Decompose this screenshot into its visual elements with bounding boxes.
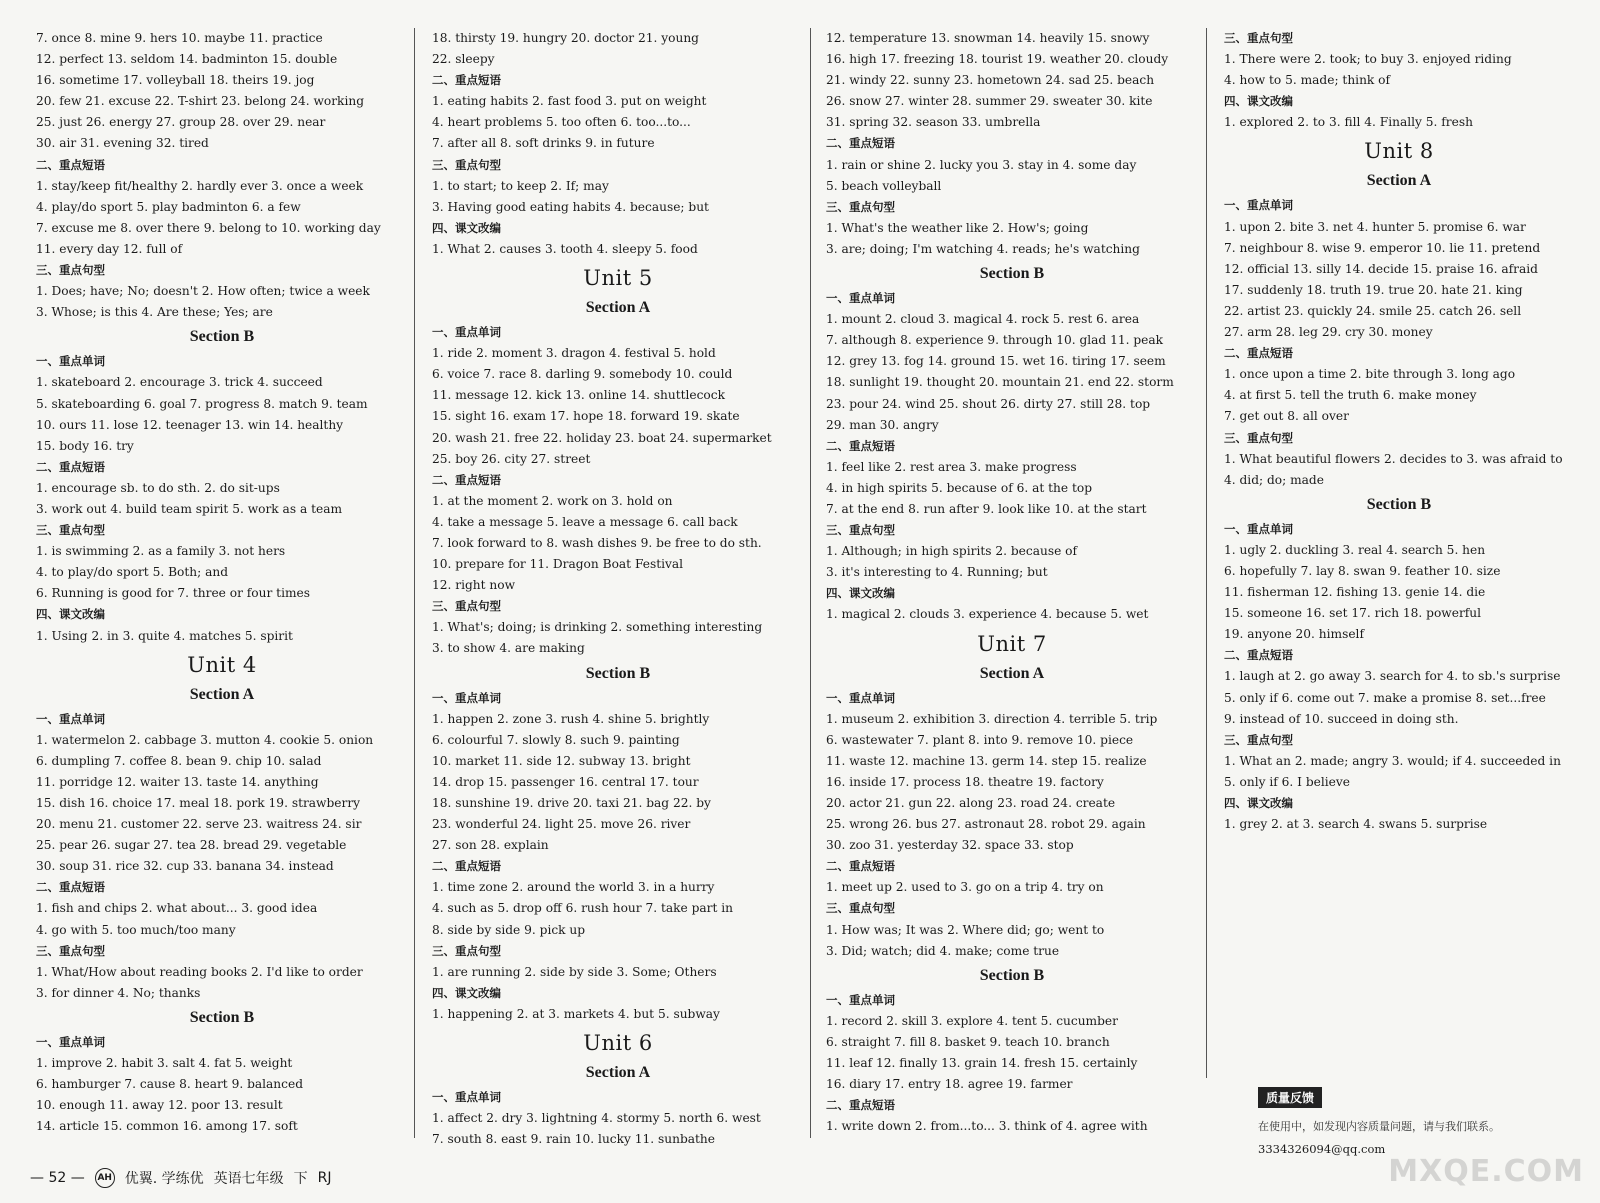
answer-line: 12. official 13. silly 14. decide 15. praise 16. afraid <box>1224 261 1538 276</box>
answer-line: 20. actor 21. gun 22. along 23. road 24. create <box>826 796 1116 810</box>
section-title: Section B <box>585 664 651 682</box>
answer-line: 1. ugly 2. duckling 3. real 4. search 5. hen <box>1224 542 1486 557</box>
answer-line: 25. just 26. energy 27. group 28. over 29. near <box>36 115 326 130</box>
watermark: MXQE.COM <box>1388 1154 1584 1189</box>
answer-column-3 <box>826 28 1198 1137</box>
page-footer <box>30 1168 331 1188</box>
answer-line: 4. did; do; made <box>1224 472 1324 487</box>
unit-title: Unit 5 <box>583 266 653 291</box>
unit-title: Unit 8 <box>1364 139 1434 164</box>
subsection-heading: 二、重点短语 <box>826 859 895 874</box>
answer-line: 11. porridge 12. waiter 13. taste 14. anything <box>36 774 319 789</box>
answer-line: 4. play/do sport 5. play badminton 6. a few <box>36 199 301 214</box>
section-title: Section A <box>1366 172 1432 190</box>
subsection-heading: 三、重点句型 <box>826 523 895 538</box>
answer-line: 11. every day 12. full of <box>36 241 183 256</box>
answer-line: 26. snow 27. winter 28. summer 29. sweater 30. kite <box>826 94 1153 109</box>
answer-line: 22. artist 23. quickly 24. smile 25. catch 26. sell <box>1224 303 1522 318</box>
answer-line: 1. happen 2. zone 3. rush 4. shine 5. brightly <box>432 711 710 726</box>
answer-line: 1. What's; doing; is drinking 2. something interesting <box>432 620 763 635</box>
answer-line: 3. for dinner 4. No; thanks <box>36 985 201 1000</box>
answer-line: 4. go with 5. too much/too many <box>36 922 236 937</box>
subsection-heading: 三、重点句型 <box>36 523 105 538</box>
answer-line: 18. thirsty 19. hungry 20. doctor 21. young <box>432 31 699 45</box>
answer-line: 4. heart problems 5. too often 6. too...to... <box>432 115 691 130</box>
answer-line: 1. feel like 2. rest area 3. make progress <box>826 459 1077 474</box>
unit-title: Unit 6 <box>583 1031 653 1056</box>
answer-line: 1. upon 2. bite 3. net 4. hunter 5. promise 6. war <box>1224 219 1526 234</box>
answer-column-2 <box>432 28 804 1150</box>
page-number: — 52 — <box>30 1170 85 1186</box>
answer-line: 29. man 30. angry <box>826 417 939 432</box>
column-divider <box>810 28 811 1138</box>
subsection-heading: 一、重点单词 <box>36 711 105 726</box>
answer-line: 1. are running 2. side by side 3. Some; Others <box>432 964 717 979</box>
answer-line: 30. air 31. evening 32. tired <box>36 136 209 151</box>
answer-line: 25. wrong 26. bus 27. astronaut 28. robot 29. again <box>826 817 1146 832</box>
answer-line: 3. to show 4. are making <box>432 641 585 656</box>
answer-line: 23. wonderful 24. light 25. move 26. river <box>432 817 691 832</box>
answer-line: 3. Having good eating habits 4. because; but <box>432 199 709 214</box>
answer-line: 1. There were 2. took; to buy 3. enjoyed riding <box>1224 52 1512 67</box>
answer-line: 14. article 15. common 16. among 17. soft <box>36 1119 298 1134</box>
section-title: Section A <box>585 1064 651 1082</box>
subsection-heading: 三、重点句型 <box>826 199 895 214</box>
answer-line: 11. message 12. kick 13. online 14. shuttlecock <box>432 388 725 403</box>
answer-line: 1. rain or shine 2. lucky you 3. stay in 4. some day <box>826 157 1137 172</box>
answer-line: 1. eating habits 2. fast food 3. put on weight <box>432 94 707 109</box>
section-title: Section B <box>979 265 1045 283</box>
subsection-heading: 一、重点单词 <box>826 291 895 306</box>
answer-line: 16. high 17. freezing 18. tourist 19. weather 20. cloudy <box>826 52 1169 67</box>
answer-line: 7. after all 8. soft drinks 9. in future <box>432 136 655 151</box>
subsection-heading: 四、课文改编 <box>432 985 501 1000</box>
answer-line: 7. although 8. experience 9. through 10. glad 11. peak <box>826 333 1164 348</box>
subsection-heading: 一、重点单词 <box>826 992 895 1007</box>
subsection-heading: 三、重点句型 <box>1224 732 1293 747</box>
subsection-heading: 三、重点句型 <box>1224 430 1293 445</box>
answer-column-1 <box>36 28 408 1137</box>
answer-line: 23. pour 24. wind 25. shout 26. dirty 27. still 28. top <box>826 396 1151 411</box>
unit-title: Unit 7 <box>977 631 1047 656</box>
feedback-title: 质量反馈 <box>1258 1087 1322 1108</box>
answer-line: 1. What an 2. made; angry 3. would; if 4. succeeded in <box>1224 753 1561 768</box>
subsection-heading: 一、重点单词 <box>1224 521 1293 536</box>
answer-line: 3. work out 4. build team spirit 5. work as a team <box>36 501 343 516</box>
answer-line: 1. ride 2. moment 3. dragon 4. festival 5. hold <box>432 346 716 361</box>
answer-line: 7. south 8. east 9. rain 10. lucky 11. sunbathe <box>432 1132 715 1147</box>
section-title: Section B <box>979 966 1045 984</box>
answer-line: 10. market 11. side 12. subway 13. bright <box>432 753 691 768</box>
answer-line: 18. sunshine 19. drive 20. taxi 21. bag 22. by <box>432 796 711 810</box>
answer-line: 20. wash 21. free 22. holiday 23. boat 24. supermarket <box>432 430 772 445</box>
subsection-heading: 一、重点单词 <box>826 690 895 705</box>
answer-line: 1. meet up 2. used to 3. go on a trip 4. try on <box>826 880 1104 895</box>
unit-title: Unit 4 <box>187 652 257 677</box>
answer-line: 1. write down 2. from...to... 3. think of 4. agree with <box>826 1119 1148 1134</box>
answer-line: 4. take a message 5. leave a message 6. call back <box>432 514 738 529</box>
answer-line: 1. skateboard 2. encourage 3. trick 4. succeed <box>36 375 323 390</box>
answer-line: 27. son 28. explain <box>432 838 549 853</box>
answer-line: 1. What/How about reading books 2. I'd like to order <box>36 964 363 979</box>
answer-line: 30. zoo 31. yesterday 32. space 33. stop <box>826 838 1074 853</box>
answer-line: 7. get out 8. all over <box>1224 409 1349 424</box>
answer-line: 4. how to 5. made; think of <box>1224 73 1391 88</box>
answer-line: 1. at the moment 2. work on 3. hold on <box>432 493 673 508</box>
subsection-heading: 二、重点短语 <box>432 73 501 88</box>
answer-line: 3. Did; watch; did 4. make; come true <box>826 943 1060 958</box>
answer-line: 25. boy 26. city 27. street <box>432 451 591 466</box>
answer-line: 1. stay/keep fit/healthy 2. hardly ever 3. once a week <box>36 178 364 193</box>
answer-line: 3. are; doing; I'm watching 4. reads; he's watching <box>826 241 1140 256</box>
answer-line: 1. Using 2. in 3. quite 4. matches 5. spirit <box>36 628 293 643</box>
answer-line: 6. Running is good for 7. three or four times <box>36 586 311 601</box>
answer-line: 10. enough 11. away 12. poor 13. result <box>36 1098 283 1113</box>
answer-line: 6. straight 7. fill 8. basket 9. teach 10. branch <box>826 1034 1110 1049</box>
section-title: Section B <box>189 1008 255 1026</box>
answer-line: 5. only if 6. come out 7. make a promise 8. set...free <box>1224 690 1546 705</box>
answer-line: 1. magical 2. clouds 3. experience 4. because 5. wet <box>826 607 1149 622</box>
answer-line: 1. What's the weather like 2. How's; going <box>826 220 1089 235</box>
answer-line: 1. encourage sb. to do sth. 2. do sit-ups <box>36 480 280 495</box>
subsection-heading: 四、课文改编 <box>826 586 895 601</box>
brand-name: 优翼. 学练优 <box>124 1171 204 1187</box>
answer-line: 1. improve 2. habit 3. salt 4. fat 5. weight <box>36 1056 293 1071</box>
answer-line: 5. skateboarding 6. goal 7. progress 8. match 9. team <box>36 396 368 411</box>
edition-label: RJ <box>317 1170 332 1186</box>
subsection-heading: 三、重点句型 <box>36 943 105 958</box>
subsection-heading: 一、重点单词 <box>432 690 501 705</box>
answer-line: 11. waste 12. machine 13. germ 14. step 15. realize <box>826 753 1147 768</box>
feedback-text: 在使用中，如发现内容质量问题，请与我们联系。 <box>1258 1120 1500 1133</box>
answer-line: 1. Although; in high spirits 2. because of <box>826 544 1078 559</box>
answer-line: 1. time zone 2. around the world 3. in a hurry <box>432 880 715 895</box>
answer-line: 1. affect 2. dry 3. lightning 4. stormy 5. north 6. west <box>432 1111 761 1126</box>
answer-line: 5. beach volleyball <box>826 178 942 193</box>
answer-line: 19. anyone 20. himself <box>1224 627 1364 642</box>
quality-feedback-box <box>1258 1087 1588 1156</box>
subsection-heading: 一、重点单词 <box>1224 198 1293 213</box>
subsection-heading: 二、重点短语 <box>1224 346 1293 361</box>
subsection-heading: 二、重点短语 <box>1224 648 1293 663</box>
subsection-heading: 四、课文改编 <box>432 220 501 235</box>
subsection-heading: 四、课文改编 <box>1224 796 1293 810</box>
publisher-logo-icon: AH <box>95 1168 115 1188</box>
subsection-heading: 四、课文改编 <box>36 607 105 622</box>
answer-line: 3. it's interesting to 4. Running; but <box>826 565 1048 580</box>
answer-line: 15. sight 16. exam 17. hope 18. forward 19. skate <box>432 409 740 424</box>
answer-line: 20. menu 21. customer 22. serve 23. waitress 24. sir <box>36 817 362 832</box>
answer-line: 1. to start; to keep 2. If; may <box>432 178 609 193</box>
answer-line: 1. Does; have; No; doesn't 2. How often; twice a week <box>36 284 370 299</box>
answer-line: 27. arm 28. leg 29. cry 30. money <box>1224 325 1433 340</box>
answer-line: 6. colourful 7. slowly 8. such 9. painting <box>432 732 680 747</box>
answer-line: 20. few 21. excuse 22. T-shirt 23. belong 24. working <box>36 94 364 109</box>
subsection-heading: 二、重点短语 <box>826 438 895 453</box>
answer-line: 22. sleepy <box>432 52 495 67</box>
subsection-heading: 二、重点短语 <box>826 136 895 151</box>
subsection-heading: 三、重点句型 <box>432 157 501 172</box>
answer-line: 12. grey 13. fog 14. ground 15. wet 16. tiring 17. seem <box>826 354 1166 369</box>
answer-line: 15. dish 16. choice 17. meal 18. pork 19. strawberry <box>36 796 361 810</box>
answer-line: 10. ours 11. lose 12. teenager 13. win 14. healthy <box>36 417 344 432</box>
answer-line: 9. instead of 10. succeed in doing sth. <box>1224 711 1459 726</box>
subsection-heading: 三、重点句型 <box>432 943 501 958</box>
subsection-heading: 一、重点单词 <box>36 1034 105 1049</box>
subsection-heading: 二、重点短语 <box>432 472 501 487</box>
answer-line: 11. leaf 12. finally 13. grain 14. fresh 15. certainly <box>826 1056 1138 1071</box>
subsection-heading: 三、重点句型 <box>36 263 105 278</box>
answer-line: 8. side by side 9. pick up <box>432 922 586 937</box>
answer-line: 31. spring 32. season 33. umbrella <box>826 115 1041 130</box>
answer-line: 16. inside 17. process 18. theatre 19. factory <box>826 774 1104 789</box>
answer-line: 1. What 2. causes 3. tooth 4. sleepy 5. food <box>432 241 698 256</box>
subsection-heading: 一、重点单词 <box>432 1090 501 1105</box>
answer-line: 6. voice 7. race 8. darling 9. somebody 10. could <box>432 367 733 382</box>
answer-line: 1. What beautiful flowers 2. decides to 3. was afraid to <box>1224 451 1563 466</box>
answer-line: 17. suddenly 18. truth 19. true 20. hate 21. king <box>1224 282 1523 297</box>
subsection-heading: 三、重点句型 <box>432 599 501 614</box>
answer-line: 1. How was; It was 2. Where did; go; went to <box>826 922 1105 937</box>
answer-line: 1. record 2. skill 3. explore 4. tent 5. cucumber <box>826 1013 1118 1028</box>
answer-line: 3. Whose; is this 4. Are these; Yes; are <box>36 305 273 320</box>
answer-line: 1. watermelon 2. cabbage 3. mutton 4. cookie 5. onion <box>36 732 374 747</box>
subsection-heading: 二、重点短语 <box>826 1098 895 1113</box>
answer-line: 15. someone 16. set 17. rich 18. powerful <box>1224 606 1482 621</box>
section-title: Section B <box>189 328 255 346</box>
subsection-heading: 三、重点句型 <box>826 901 895 916</box>
answer-line: 7. once 8. mine 9. hers 10. maybe 11. practice <box>36 31 323 45</box>
answer-line: 1. grey 2. at 3. search 4. swans 5. surprise <box>1224 817 1488 832</box>
section-title: Section B <box>1366 495 1432 513</box>
answer-line: 21. windy 22. sunny 23. hometown 24. sad 25. beach <box>826 73 1155 88</box>
subsection-heading: 二、重点短语 <box>36 157 105 172</box>
answer-line: 7. at the end 8. run after 9. look like 10. at the start <box>826 501 1147 516</box>
section-title: Section A <box>585 299 651 317</box>
feedback-email: 3334326094@qq.com <box>1258 1142 1386 1156</box>
subsection-heading: 三、重点句型 <box>1224 31 1293 45</box>
subsection-heading: 二、重点短语 <box>432 859 501 874</box>
answer-line: 4. in high spirits 5. because of 6. at the top <box>826 480 1093 495</box>
column-divider <box>414 28 415 1138</box>
answer-line: 16. sometime 17. volleyball 18. theirs 19. jog <box>36 73 315 88</box>
section-title: Section A <box>189 685 255 703</box>
answer-line: 6. hopefully 7. lay 8. swan 9. feather 10. size <box>1224 563 1501 578</box>
volume-label: 下 <box>293 1171 308 1187</box>
answer-line: 1. happening 2. at 3. markets 4. but 5. subway <box>432 1006 720 1021</box>
answer-line: 10. prepare for 11. Dragon Boat Festival <box>432 557 684 572</box>
answer-line: 6. wastewater 7. plant 8. into 9. remove 10. piece <box>826 732 1134 747</box>
subsection-heading: 一、重点单词 <box>36 354 105 369</box>
answer-column-4 <box>1224 28 1574 835</box>
answer-line: 7. neighbour 8. wise 9. emperor 10. lie 11. pretend <box>1224 240 1541 255</box>
answer-line: 4. to play/do sport 5. Both; and <box>36 565 229 580</box>
section-title: Section A <box>979 664 1045 682</box>
answer-line: 25. pear 26. sugar 27. tea 28. bread 29. vegetable <box>36 838 347 853</box>
answer-line: 7. excuse me 8. over there 9. belong to 10. working day <box>36 220 381 235</box>
answer-line: 1. explored 2. to 3. fill 4. Finally 5. fresh <box>1224 115 1473 130</box>
answer-line: 7. look forward to 8. wash dishes 9. be free to do sth. <box>432 535 762 550</box>
answer-line: 1. fish and chips 2. what about... 3. good idea <box>36 901 318 916</box>
answer-line: 1. once upon a time 2. bite through 3. long ago <box>1224 367 1516 382</box>
subsection-heading: 二、重点短语 <box>36 880 105 895</box>
answer-line: 30. soup 31. rice 32. cup 33. banana 34. instead <box>36 859 334 874</box>
answer-line: 6. hamburger 7. cause 8. heart 9. balanced <box>36 1077 304 1092</box>
answer-line: 5. only if 6. I believe <box>1224 774 1350 789</box>
answer-line: 1. laugh at 2. go away 3. search for 4. to sb.'s surprise <box>1224 669 1561 684</box>
answer-line: 12. perfect 13. seldom 14. badminton 15. double <box>36 52 338 67</box>
answer-line: 18. sunlight 19. thought 20. mountain 21. end 22. storm <box>826 375 1174 390</box>
answer-line: 11. fisherman 12. fishing 13. genie 14. die <box>1224 585 1486 600</box>
answer-line: 1. mount 2. cloud 3. magical 4. rock 5. rest 6. area <box>826 312 1140 327</box>
answer-line: 15. body 16. try <box>36 438 134 453</box>
answer-line: 14. drop 15. passenger 16. central 17. tour <box>432 774 699 789</box>
subject-label: 英语七年级 <box>213 1171 284 1187</box>
subsection-heading: 一、重点单词 <box>432 325 501 340</box>
column-divider <box>1206 28 1207 1078</box>
answer-line: 12. temperature 13. snowman 14. heavily 15. snowy <box>826 31 1150 45</box>
subsection-heading: 二、重点短语 <box>36 459 105 474</box>
subsection-heading: 四、课文改编 <box>1224 94 1293 109</box>
answer-line: 1. is swimming 2. as a family 3. not hers <box>36 544 286 559</box>
answer-line: 1. museum 2. exhibition 3. direction 4. terrible 5. trip <box>826 711 1158 726</box>
answer-line: 4. at first 5. tell the truth 6. make money <box>1224 388 1477 403</box>
answer-line: 6. dumpling 7. coffee 8. bean 9. chip 10. salad <box>36 753 322 768</box>
answer-line: 16. diary 17. entry 18. agree 19. farmer <box>826 1077 1073 1092</box>
answer-line: 12. right now <box>432 578 516 593</box>
answer-line: 4. such as 5. drop off 6. rush hour 7. take part in <box>432 901 734 916</box>
